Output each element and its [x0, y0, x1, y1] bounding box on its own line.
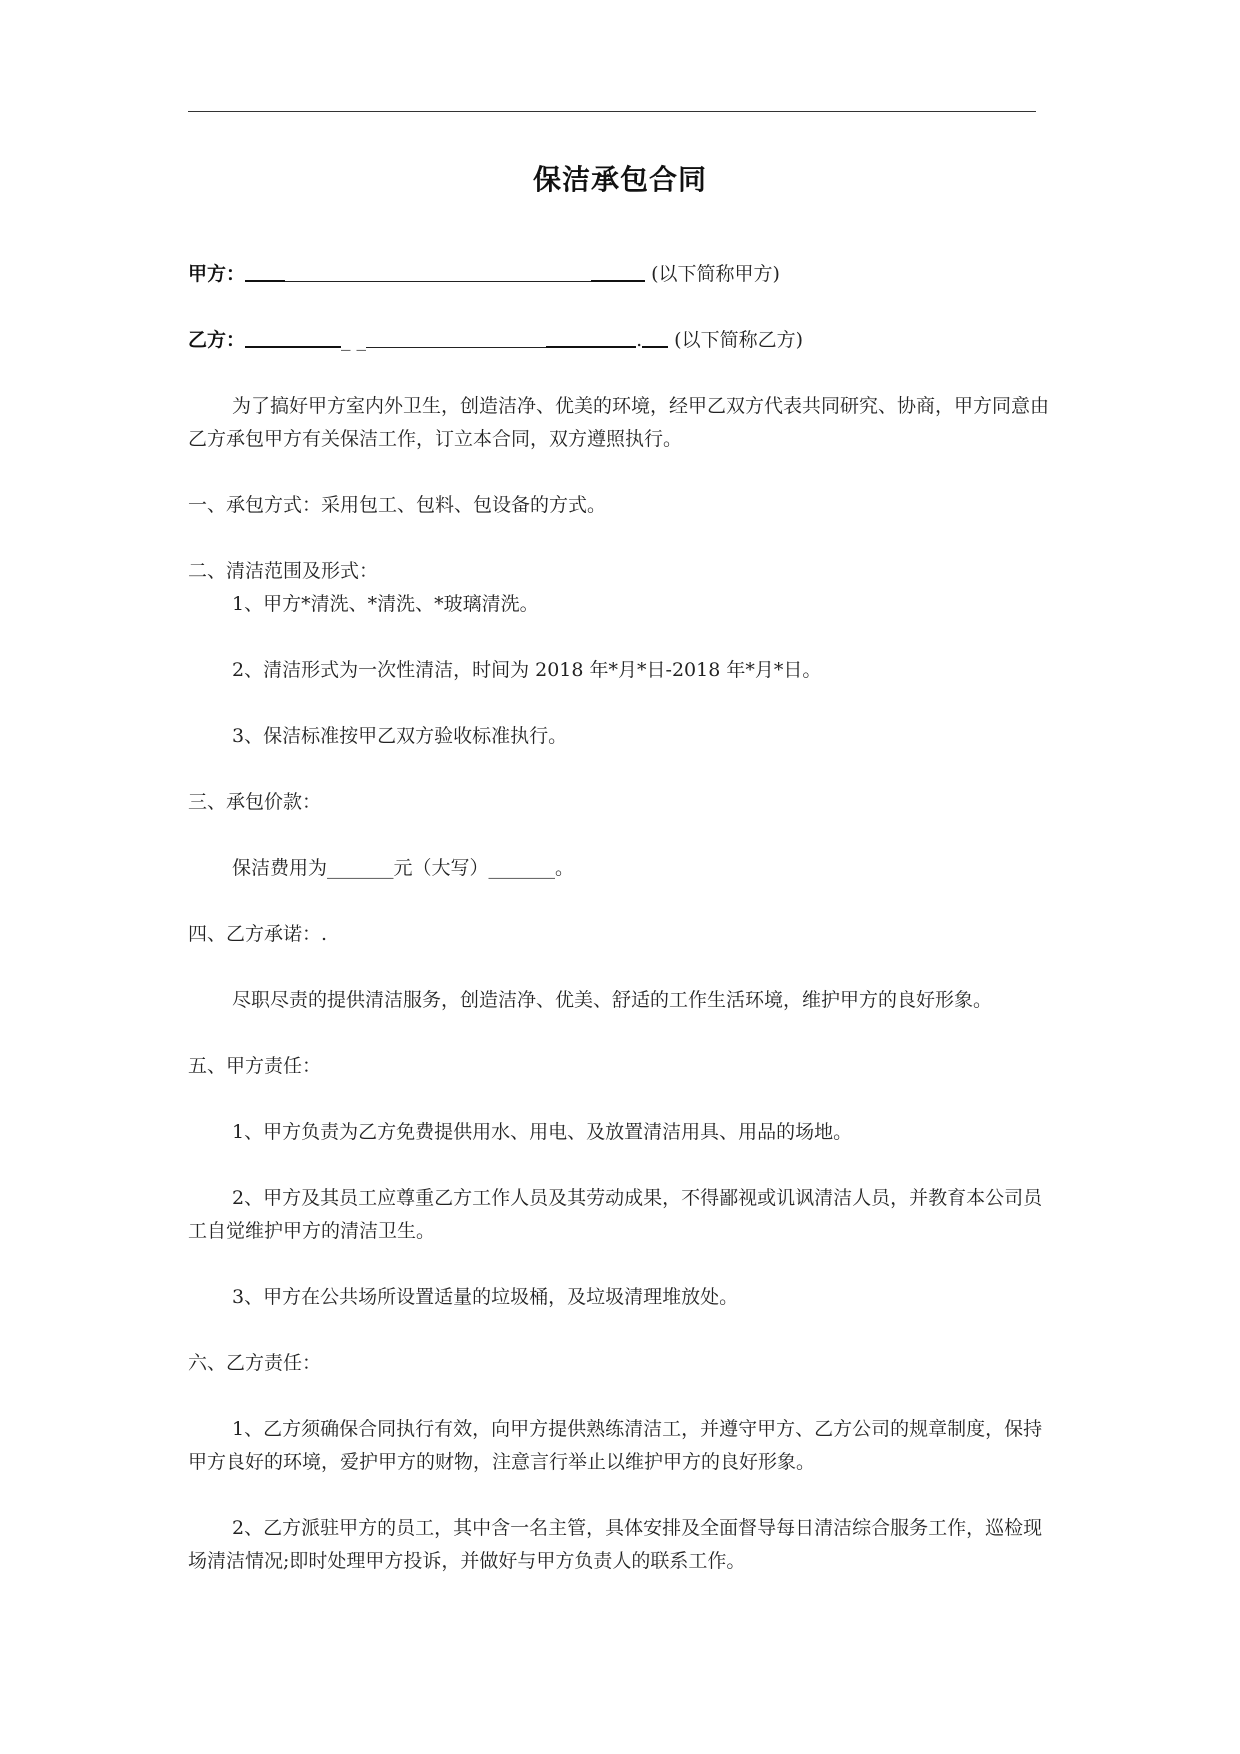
- section-3-fee: 保洁费用为_______元（大写）_______。: [232, 857, 575, 879]
- party-b-label: 乙方：: [188, 329, 246, 351]
- party-a-blank-1: [245, 260, 285, 282]
- party-a-suffix: (以下简称甲方): [651, 263, 780, 285]
- party-a-blank-2: [285, 261, 591, 282]
- intro-paragraph: 为了搞好甲方室内外卫生，创造洁净、优美的环境，经甲乙双方代表共同研究、协商，甲方同意由乙方承包甲方有关保洁工作，订立本合同，双方遵照执行。: [188, 395, 1050, 450]
- section-6-item-1: 1、乙方须确保合同执行有效，向甲方提供熟练清洁工，并遵守甲方、乙方公司的规章制度，保持甲方良好的环境，爱护甲方的财物，注意言行举止以维护甲方的良好形象。: [188, 1418, 1043, 1473]
- document-body: [188, 258, 1052, 1578]
- section-6-item-2: 2、乙方派驻甲方的员工，其中含一名主管，具体安排及全面督导每日清洁综合服务工作，巡检现场清洁情况;即时处理甲方投诉，并做好与甲方负责人的联系工作。: [188, 1517, 1043, 1572]
- section-5-item-2: 2、甲方及其员工应尊重乙方工作人员及其劳动成果，不得鄙视或讥讽清洁人员，并教育本公司员工自觉维护甲方的清洁卫生。: [188, 1187, 1043, 1242]
- party-b-suffix: (以下简称乙方): [674, 329, 803, 351]
- section-5-heading: 五、甲方责任：: [188, 1055, 322, 1077]
- party-a-blank-3: [591, 260, 645, 282]
- section-3-heading: 三、承包价款：: [188, 791, 322, 813]
- section-1: 一、承包方式：采用包工、包料、包设备的方式。: [188, 494, 607, 516]
- header-rule: [188, 111, 1036, 112]
- party-b-blank-2: [366, 327, 546, 348]
- section-2-heading: 二、清洁范围及形式：: [188, 560, 379, 582]
- section-6-heading: 六、乙方责任：: [188, 1352, 322, 1374]
- party-b-blank-4: [642, 326, 668, 348]
- party-b-mid: _ _: [341, 329, 367, 351]
- section-5-item-1: 1、甲方负责为乙方免费提供用水、用电、及放置清洁用具、用品的场地。: [232, 1121, 853, 1143]
- document-title: 保洁承包合同: [532, 163, 707, 196]
- party-a-line: [188, 258, 1052, 291]
- party-b-end: .: [636, 329, 643, 351]
- section-2-item-2: 2、清洁形式为一次性清洁，时间为 2018 年*月*日-2018 年*月*日。: [232, 659, 822, 681]
- section-2-item-3: 3、保洁标准按甲乙双方验收标准执行。: [232, 725, 568, 747]
- section-4-text: 尽职尽责的提供清洁服务，创造洁净、优美、舒适的工作生活环境，维护甲方的良好形象。: [232, 989, 993, 1011]
- section-5-item-3: 3、甲方在公共场所设置适量的垃圾桶，及垃圾清理堆放处。: [232, 1286, 739, 1308]
- party-b-line: [188, 324, 1052, 357]
- party-b-blank-1: [245, 326, 341, 348]
- party-a-label: 甲方：: [188, 263, 246, 285]
- section-2-item-1: 1、甲方*清洗、*清洗、*玻璃清洗。: [232, 593, 539, 615]
- party-b-blank-3: [546, 326, 636, 348]
- section-4-heading: 四、乙方承诺：.: [188, 923, 328, 945]
